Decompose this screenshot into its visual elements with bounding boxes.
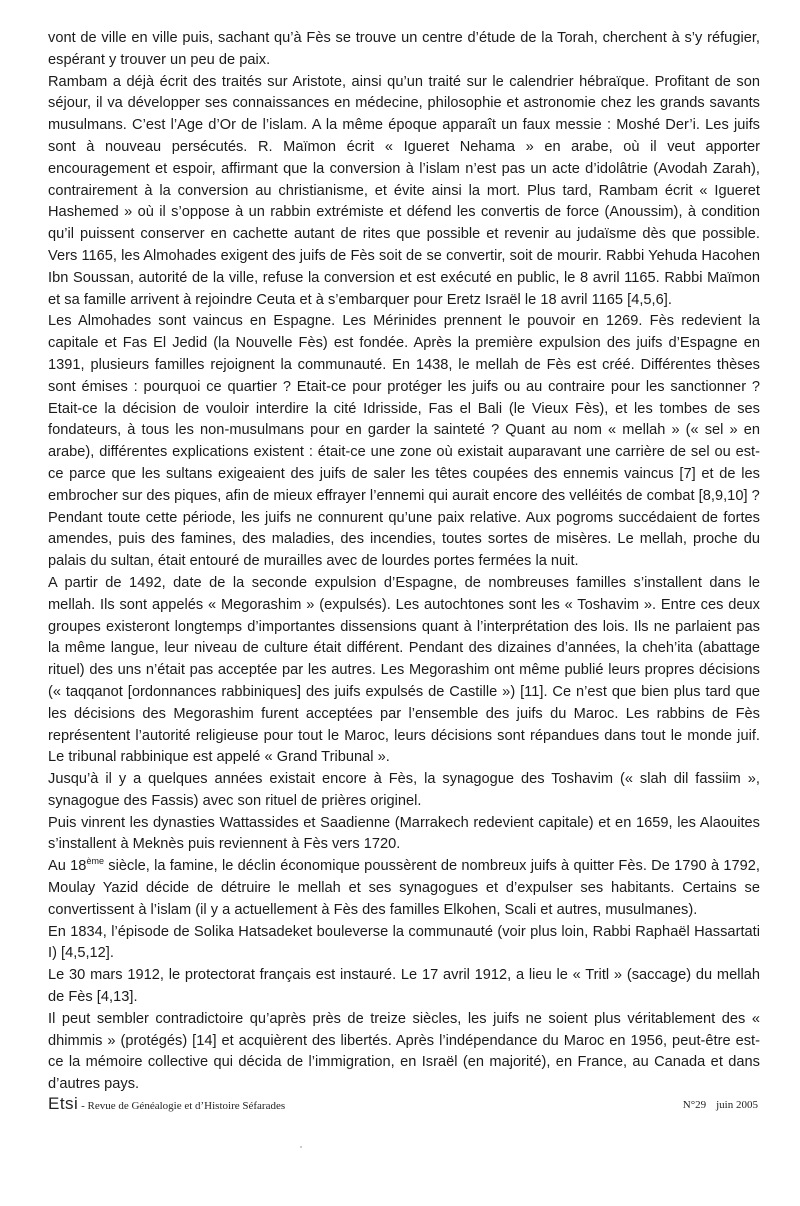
issue-info bbox=[683, 1099, 758, 1111]
paragraph-8: Au 18ème siècle, la famine, le déclin économique poussèrent de nombreux juifs à quitter Fès. De 1790 à 1792, Moulay Yazid décide de détruire le mellah et ses synagogues et d’expulser ses habitants. Certains se convertissent à l’islam (il y a actuellement à Fès des familles Elkohen, Scali et autres, musulmanes). bbox=[48, 856, 760, 918]
paragraph-2: Rambam a déjà écrit des traités sur Aristote, ainsi qu’un traité sur le calendrier hébraïque. Profitant de son séjour, il va développer ses connaissances en médecine, philosophie et astronomie chez les grands savants musulmans. C’est l’Age d’Or de l’islam. A la même époque apparaît un faux messie : Moshé Der’i. Les juifs sont à nouveau persécutés. R. Maïmon écrit « Igueret Nehama » en arabe, où il veut apporter encouragement et espoir, affirmant que la conversion à l’islam n’est pas un acte d’idolâtrie (Avodah Zarah), contrairement à la conversion au christianisme, et évite ainsi la mort. Plus tard, Rambam écrit « Igueret Hashemed » où il s’oppose à un rabbin extrémiste et défend les convertis de force (Anoussim), à condition qu’il puissent conserver en cachette autant de rites que possible et revenir au judaïsme dès que possible. Vers 1165, les Almohades exigent des juifs de Fès soit de se convertir, soit de mourir. Rabbi Yehuda Hacohen Ibn Soussan, autorité de la ville, refuse la conversion et est exécuté en public, le 8 avril 1165. Rabbi Maïmon et sa famille arrivent à rejoindre Ceuta et à s’embarquer pour Eretz Israël le 18 avril 1165 [4,5,6]. bbox=[48, 73, 760, 308]
issue-date: juin 2005 bbox=[716, 1099, 758, 1111]
paragraph-9: En 1834, l’épisode de Solika Hatsadeket bouleverse la communauté (voir plus loin, Rabbi Raphaël Hassartati I) [4,5,12]. bbox=[48, 923, 760, 962]
journal-title bbox=[48, 1094, 285, 1114]
scan-speck bbox=[300, 1146, 302, 1148]
journal-subtitle: - Revue de Généalogie et d’Histoire Séfarades bbox=[78, 1100, 286, 1112]
ordinal-suffix: ème bbox=[86, 856, 105, 867]
paragraph-1: vont de ville en ville puis, sachant qu’à Fès se trouve un centre d’étude de la Torah, cherchent à s’y réfugier, espérant y trouver un peu de paix. bbox=[48, 30, 760, 68]
paragraph-11: Il peut sembler contradictoire qu’après près de treize siècles, les juifs ne soient plus véritablement des « dhimmis » (protégés) [14] et acquièrent des libertés. Après l’indépendance du Maroc en 1956, peut-être est-ce la mémoire collective qui décida de l’immigration, en Israël (en majorité), en France, au Canada et dans d’autres pays. bbox=[48, 1010, 760, 1093]
paragraph-7: Puis vinrent les dynasties Wattassides et Saadienne (Marrakech redevient capitale) et en 1659, les Alaouites s’installent à Meknès puis reviennent à Fès vers 1720. bbox=[48, 814, 760, 853]
paragraph-5: A partir de 1492, date de la seconde expulsion d’Espagne, de nombreuses familles s’installent dans le mellah. Ils sont appelés « Megorashim » (expulsés). Les autochtones sont les « Toshavim ». Entre ces deux groupes existeront longtemps d’importantes dissensions quant à l’interprétation des lois. Ils ne parlaient pas la même langue, leur niveau de culture était différent. Pendant des dizaines d’années, la cheh’ita (abattage rituel) des uns n’était pas acceptée par les autres. Les Megorashim ont même publié leurs propres décisions (« taqqanot [ordonnances rabbiniques] des juifs expulsés de Castille ») [11]. Ce n’est que bien plus tard que les décisions des Megorashim furent acceptées par l’ensemble des juifs du Maroc. Les rabbins de Fès représentent l’autorité religieuse pour tout le Maroc, leurs décisions sont répandues dans tout le monde juif. Le tribunal rabbinique est appelé « Grand Tribunal ». bbox=[48, 574, 760, 766]
article-body bbox=[48, 28, 760, 1096]
paragraph-3: Les Almohades sont vaincus en Espagne. Les Mérinides prennent le pouvoir en 1269. Fès redevient la capitale et Fas El Jedid (la Nouvelle Fès) est fondée. Après la première expulsion des juifs d’Espagne en 1391, plusieurs familles rejoignent la communauté. En 1438, le mellah de Fès est créé. Différentes thèses sont émises : pourquoi ce quartier ? Etait-ce pour protéger les juifs ou au contraire pour les sanctionner ? Etait-ce la décision de vouloir interdire la cité Idrisside, Fas el Bali (le Vieux Fès), et les tombes de ses fondateurs, à tous les non-musulmans pour en garder la sainteté ? Quant au nom « mellah » (« sel » en arabe), différentes explications existent : était-ce une zone où existait auparavant une carrière de sel ou est-ce parce que les sultans exigeaient des juifs de saler les têtes coupées des ennemis vaincus [7] et de les embrocher sur des piques, afin de mieux effrayer l’ennemi qui aurait encore des velléités de combat [8,9,10] ? bbox=[48, 313, 760, 504]
paragraph-4: Pendant toute cette période, les juifs ne connurent qu’une paix relative. Aux pogroms succédaient de fortes amendes, puis des famines, des maladies, des incendies, toutes sortes de misères. Le mellah, proche du palais du sultan, était entouré de murailles avec de lourdes portes fermées la nuit. bbox=[48, 509, 760, 570]
page-footer bbox=[48, 1094, 760, 1118]
journal-name: Etsi bbox=[48, 1094, 79, 1113]
paragraph-10: Le 30 mars 1912, le protectorat français est instauré. Le 17 avril 1912, a lieu le « Tritl » (saccage) du mellah de Fès [4,13]. bbox=[48, 967, 760, 1006]
issue-number: N°29 bbox=[682, 1099, 707, 1111]
paragraph-6: Jusqu’à il y a quelques années existait encore à Fès, la synagogue des Toshavim (« slah dil fassiim », synagogue des Fassis) avec son rituel de prières originel. bbox=[48, 771, 760, 809]
